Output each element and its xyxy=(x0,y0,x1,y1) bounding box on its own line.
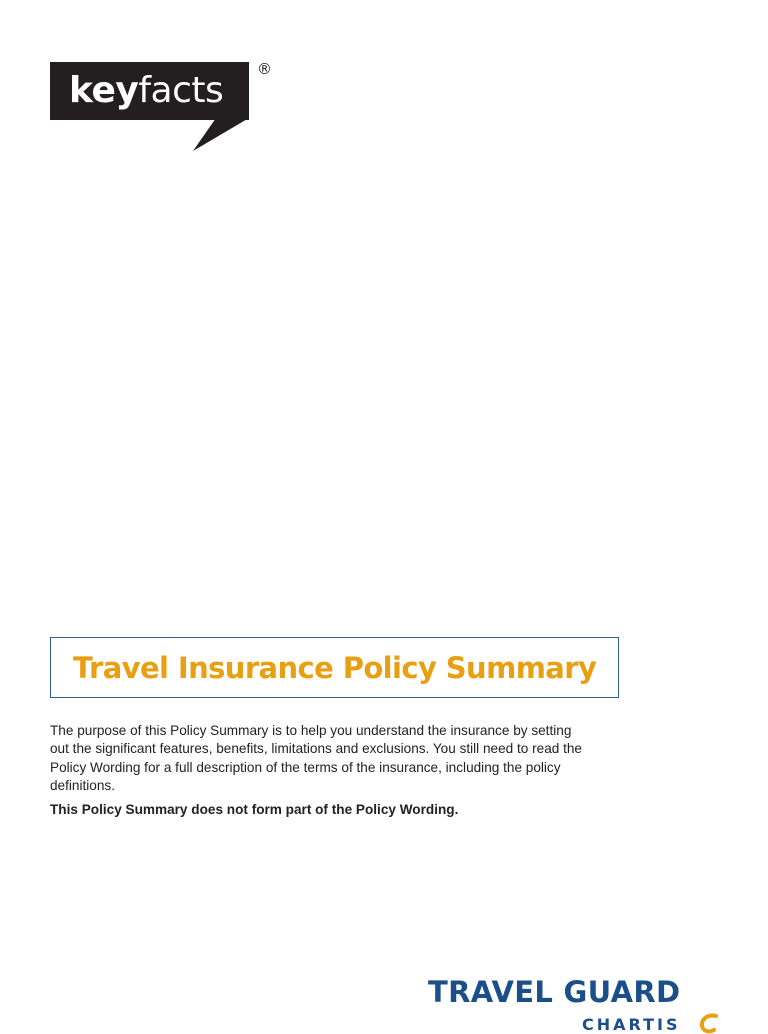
document-title: Travel Insurance Policy Summary xyxy=(73,650,597,685)
brand-name: TRAVEL GUARD xyxy=(428,975,681,1009)
brand-subname: CHARTIS xyxy=(582,1015,681,1034)
intro-paragraph: The purpose of this Policy Summary is to help you understand the insurance by setting out the significant features, benefits, limitations and exclusions. You still need to read the Policy Wording for a full description of the terms of the insurance, including the policy definitions. xyxy=(50,723,582,793)
logo-word-facts: facts xyxy=(138,70,224,111)
logo-wordmark xyxy=(69,70,223,111)
registered-mark: ® xyxy=(257,60,272,78)
chartis-swirl-icon xyxy=(698,1012,720,1034)
policy-wording-notice: This Policy Summary does not form part of the Policy Wording. xyxy=(50,802,459,817)
travel-guard-logo xyxy=(428,975,748,1034)
logo-word-key: key xyxy=(69,70,139,111)
keyfacts-logo xyxy=(50,58,274,154)
title-box xyxy=(50,637,619,698)
